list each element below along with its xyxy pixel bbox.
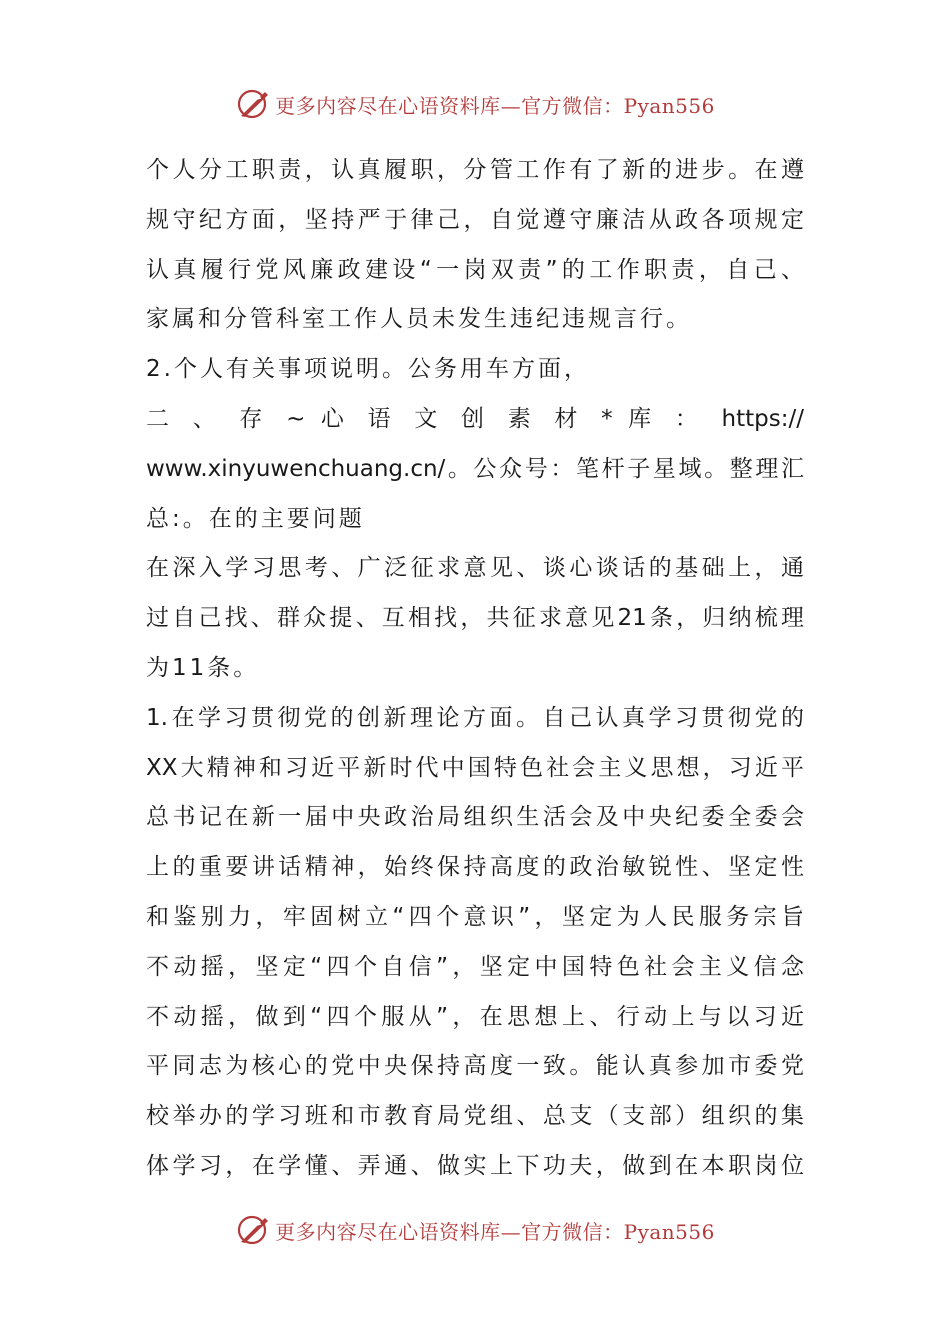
text-line: 和鉴别力，牢固树立“四个意识”，坚定为人民服务宗旨 bbox=[146, 903, 804, 930]
text-line: www.xinyuwenchuang.cn/。公众号：笔杆子星域。整理汇 bbox=[146, 455, 804, 482]
text-line: 在深入学习思考、广泛征求意见、谈心谈话的基础上，通 bbox=[146, 555, 804, 582]
header-banner bbox=[0, 84, 950, 124]
text-line: 二 、 存 ~ 心 语 文 创 素 材 * 库 ： https:// bbox=[146, 405, 804, 432]
text-line: 总:。在的主要问题 bbox=[146, 505, 365, 532]
text-line: 校举办的学习班和市教育局党组、总支（支部）组织的集 bbox=[146, 1103, 804, 1130]
text-line: 不动摇，坚定“四个自信”，坚定中国特色社会主义信念 bbox=[146, 953, 804, 980]
document-body bbox=[146, 146, 804, 1192]
text-line: 规守纪方面，坚持严于律己，自觉遵守廉洁从政各项规定 bbox=[146, 206, 804, 233]
text-line: 家属和分管科室工作人员未发生违纪违规言行。 bbox=[146, 306, 692, 333]
text-line: XX大精神和习近平新时代中国特色社会主义思想，习近平 bbox=[146, 754, 804, 781]
text-line: 过自己找、群众提、互相找，共征求意见21条，归纳梳理 bbox=[146, 605, 804, 632]
text-line: 2.个人有关事项说明。公务用车方面， bbox=[146, 356, 590, 383]
footer-banner-text: 更多内容尽在心语资料库—官方微信：Pyan556 bbox=[275, 1219, 715, 1244]
text-line: 个人分工职责，认真履职，分管工作有了新的进步。在遵 bbox=[146, 157, 804, 183]
text-line: 体学习，在学懂、弄通、做实上下功夫，做到在本职岗位 bbox=[146, 1152, 804, 1179]
text-line: 不动摇，做到“四个服从”，在思想上、行动上与以习近 bbox=[146, 1003, 804, 1030]
text-line: 为11条。 bbox=[146, 654, 260, 681]
header-banner-text: 更多内容尽在心语资料库—官方微信：Pyan556 bbox=[275, 93, 715, 118]
quill-logo-icon bbox=[235, 1212, 271, 1248]
text-line: 上的重要讲话精神，始终保持高度的政治敏锐性、坚定性 bbox=[146, 854, 804, 881]
text-line: 认真履行党风廉政建设“一岗双责”的工作职责，自己、 bbox=[146, 256, 804, 283]
text-line: 总书记在新一届中央政治局组织生活会及中央纪委全委会 bbox=[146, 804, 804, 831]
text-line: 1.在学习贯彻党的创新理论方面。自己认真学习贯彻党的 bbox=[146, 704, 804, 731]
quill-logo-icon bbox=[235, 86, 271, 122]
footer-banner bbox=[0, 1210, 950, 1250]
text-line: 平同志为核心的党中央保持高度一致。能认真参加市委党 bbox=[146, 1053, 804, 1080]
